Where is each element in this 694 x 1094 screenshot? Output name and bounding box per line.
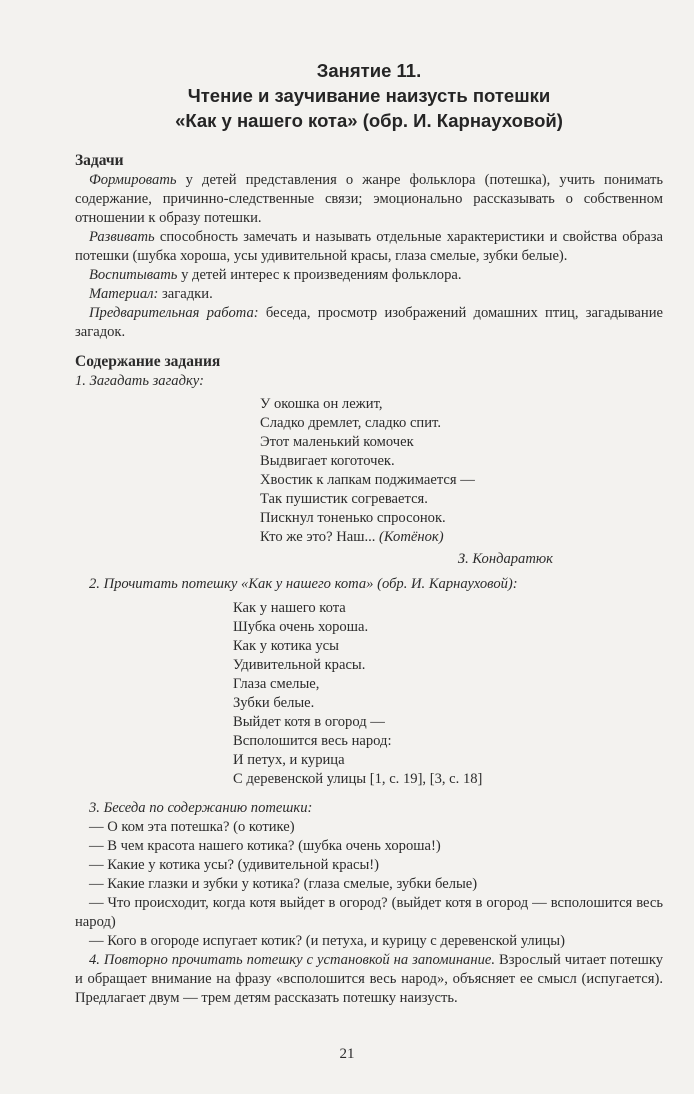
task-form — [75, 171, 663, 228]
material-text: загадки. — [158, 286, 213, 302]
task-form-label: Формировать — [89, 172, 177, 188]
book-page — [75, 0, 663, 1008]
content-heading: Содержание задания — [75, 353, 221, 370]
rhyme-line: Как у котика усы — [233, 638, 339, 654]
riddle-answer: (Котёнок) — [379, 529, 444, 545]
lesson-number: Занятие 11. — [316, 60, 422, 81]
page-number: 21 — [339, 1046, 355, 1062]
step-2 — [75, 575, 663, 594]
step-4 — [75, 951, 663, 1008]
riddle-line: У окошка он лежит, — [260, 396, 383, 412]
prep-work — [75, 304, 663, 342]
riddle-line: Хвостик к лапкам поджимается — — [260, 472, 475, 488]
riddle-line: Так пушистик согревается. — [260, 491, 428, 507]
rhyme-line: Выйдет котя в огород — — [233, 714, 385, 730]
step-1-text: 1. Загадать загадку: — [75, 373, 204, 389]
dialogue-line: — Какие глазки и зубки у котика? (глаза смелые, зубки белые) — [89, 876, 478, 892]
rhyme-line: Всполошится весь народ: — [233, 733, 392, 749]
rhyme-line: Глаза смелые, — [233, 676, 320, 692]
material — [75, 285, 663, 304]
step-3-text: 3. Беседа по содержанию потешки: — [89, 800, 313, 816]
dialogue-line: — В чем красота нашего котика? (шубка очень хороша!) — [89, 838, 441, 854]
step-4-label: 4. Повторно прочитать потешку с установкой на запоминание. — [89, 952, 496, 968]
material-label: Материал: — [89, 286, 159, 302]
rhyme-line: С деревенской улицы [1, с. 19], [3, с. 18] — [233, 771, 483, 787]
step-1 — [75, 372, 663, 391]
step-4-text: Взрослый читает потешку и обращает внимание на фразу «всполошится весь народ», объясняет ее смысл (испугается). Предлагает двум — трем детям рассказать потешку наизусть. — [75, 952, 663, 1006]
step-3 — [75, 799, 663, 818]
riddle-line: Пискнул тоненько спросонок. — [260, 510, 446, 526]
task-develop — [75, 228, 663, 266]
riddle-line — [260, 528, 663, 547]
riddle-line: Этот маленький комочек — [260, 434, 414, 450]
rhyme-line: Как у нашего кота — [233, 600, 346, 616]
rhyme-line: Шубка очень хороша. — [233, 619, 369, 635]
dialogue-line: — Что происходит, когда котя выйдет в огород? (выйдет котя в огород — всполошится весь народ) — [75, 895, 663, 930]
task-educate-label: Воспитывать — [89, 267, 178, 283]
riddle-author: З. Кондаратюк — [457, 551, 553, 567]
rhyme-line: Зубки белые. — [233, 695, 315, 711]
tasks-heading: Задачи — [75, 152, 124, 169]
lesson-title-line2: «Как у нашего кота» (обр. И. Карнауховой) — [175, 110, 563, 131]
rhyme-line: Удивительной красы. — [233, 657, 366, 673]
lesson-title-line1: Чтение и заучивание наизусть потешки — [187, 85, 551, 106]
dialogue-line: — О ком эта потешка? (о котике) — [89, 819, 295, 835]
task-develop-label: Развивать — [89, 229, 155, 245]
riddle-line: Сладко дремлет, сладко спит. — [260, 415, 441, 431]
task-form-text: у детей представления о жанре фольклора (потешка), учить понимать содержание, причинно-следственные связи; эмоционально рассказывать о собственном отношении к образу потешки. — [75, 172, 663, 226]
task-develop-text: способность замечать и называть отдельные характеристики и свойства образа потешки (шубка хороша, усы удивительной красы, глаза смелые, зубки белые). — [75, 229, 663, 264]
step-2-text: 2. Прочитать потешку «Как у нашего кота» (обр. И. Карнауховой): — [89, 576, 518, 592]
riddle — [260, 395, 663, 547]
dialogue-line: — Кого в огороде испугает котик? (и петуха, и курицу с деревенской улицы) — [89, 933, 565, 949]
rhyme-line: И петух, и курица — [233, 752, 345, 768]
prep-label: Предварительная работа: — [89, 305, 259, 321]
riddle-line: Выдвигает коготочек. — [260, 453, 395, 469]
lesson-title — [75, 58, 663, 133]
task-educate — [75, 266, 663, 285]
riddle-last-line: Кто же это? Наш... — [260, 529, 380, 545]
task-educate-text: у детей интерес к произведениям фольклора. — [177, 267, 462, 283]
rhyme — [233, 599, 663, 789]
dialogue-line: — Какие у котика усы? (удивительной красы!) — [89, 857, 379, 873]
prep-text: беседа, просмотр изображений домашних птиц, загадывание загадок. — [75, 305, 663, 340]
